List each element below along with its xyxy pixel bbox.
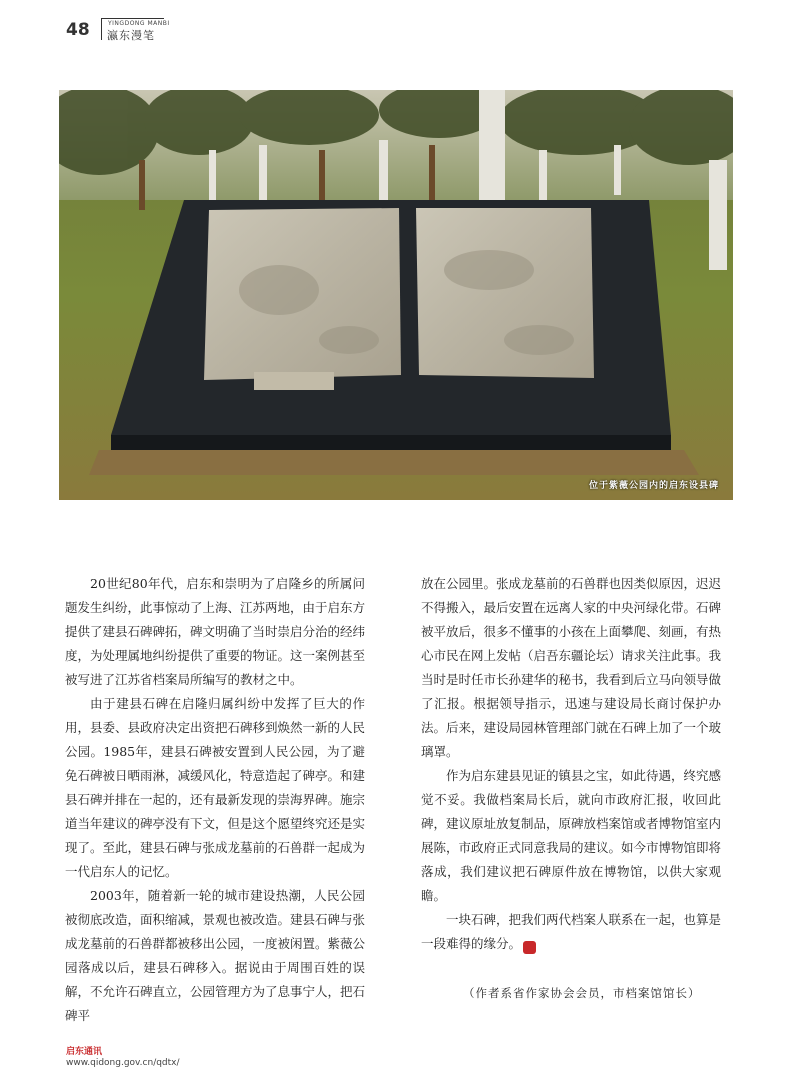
paragraph: 放在公园里。张成龙墓前的石兽群也因类似原因，迟迟不得搬入，最后安置在远离人家的中央河绿化带。石碑被平放后，很多不懂事的小孩在上面攀爬、刻画，有热心市民在网上发帖（启吾东疆论坛）请求关注此事。我当时是时任市长孙建华的秘书，我看到后立马向领导做了汇报。根据领导指示，迅速与建设局长商讨保护办法。后来，建设局园林管理部门就在石碑上加了一个玻璃罩。 — [421, 576, 722, 759]
paragraph: 作为启东建县见证的镇县之宝，如此待遇，终究感觉不妥。我做档案局长后，就向市政府汇报，收回此碑，建议原址放复制品，原碑放档案馆或者博物馆室内展陈，市政府正式同意我局的建议。如今市博物馆即将落成，我们建议把石碑原件放在博物馆，以供大家观瞻。 — [421, 768, 722, 903]
photo-caption: 位于紫薇公园内的启东设县碑 — [588, 481, 719, 491]
page-number: 48 — [66, 20, 90, 40]
paragraph: 20世纪80年代，启东和崇明为了启隆乡的所属问题发生纠纷，此事惊动了上海、江苏两地，由于启东方提供了建县石碑碑拓，碑文明确了当时崇启分治的经纬度，为处理属地纠纷提供了重要的物证。这一案例甚至被写进了江苏省档案局所编写的教材之中。 — [65, 576, 366, 687]
paragraph: 由于建县石碑在启隆归属纠纷中发挥了巨大的作用，县委、县政府决定出资把石碑移到焕然一新的人民公园。1985年，建县石碑被安置到人民公园，为了避免石碑被日晒雨淋，减缓风化，特意造起了碑亭。和建县石碑并排在一起的，还有最新发现的崇海界碑。施宗道当年建议的碑亭没有下文，但是这个愿望终究还是实现了。至此，建县石碑与张成龙墓前的石兽群一起成为一代启东人的记忆。 — [65, 696, 366, 879]
magazine-name: 启东通讯 — [66, 1047, 103, 1057]
stone-tablet-photo — [59, 90, 733, 500]
paragraph-final — [421, 908, 721, 956]
magazine-url[interactable]: www.qidong.gov.cn/qdtx/ — [66, 1058, 180, 1068]
page-footer — [66, 1044, 180, 1068]
paragraph: 2003年，随着新一轮的城市建设热潮，人民公园被彻底改造，面积缩减，景观也被改造。建县石碑与张成龙墓前的石兽群都被移出公园，一度被闲置。紫薇公园落成以后，建县石碑移入。据说由于周围百姓的误解，不允许石碑直立，公园管理方为了息事宁人，把石碑平 — [65, 888, 366, 1023]
header-rule — [102, 18, 164, 19]
header-divider — [101, 18, 102, 40]
paragraph-final-text: 一块石碑，把我们两代档案人联系在一起，也算是一段难得的缘分。 — [421, 912, 722, 951]
section-title: 瀛东漫笔 — [107, 29, 155, 42]
end-mark-icon: 启 — [523, 941, 536, 954]
section-pinyin: YINGDONG MANBI — [108, 20, 170, 27]
article-left-column — [65, 572, 365, 1028]
article-right-column — [421, 572, 721, 956]
photo-stone-tablets-icon — [59, 90, 733, 500]
author-note: （作者系省作家协会会员，市档案馆馆长） — [463, 986, 701, 1000]
page-header — [66, 14, 266, 44]
